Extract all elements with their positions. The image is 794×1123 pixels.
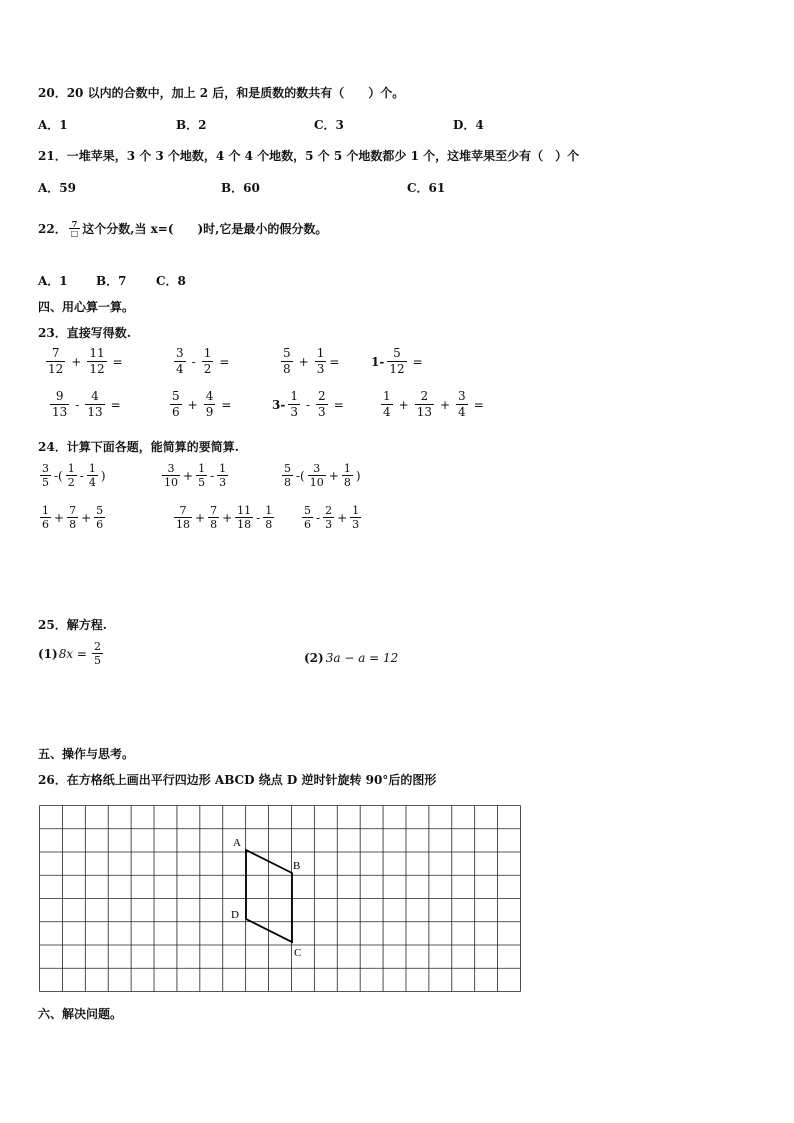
q23-title: 23．直接写得数.: [38, 326, 131, 340]
label-b: B: [293, 860, 301, 872]
q23-expr-6: $\frac{5}{6}$ + $\frac{4}{9}$ =: [172, 389, 232, 419]
q24-expr-5: $\frac{7}{18}$ + $\frac{7}{8}$ + $\frac{11}{18}$ - $\frac{1}{8}$: [176, 504, 273, 531]
q23-expr-7: 3- $\frac{1}{3}$ - $\frac{2}{3}$ =: [272, 389, 344, 419]
fraction: $\frac{7}{12}$: [48, 346, 64, 376]
q22-fraction: [69, 220, 81, 237]
q21-option-a: A．59: [38, 181, 77, 195]
q23-expr-3: $\frac{5}{8}$ + $\frac{1}{3}$ =: [283, 346, 340, 376]
q24-expr-2: $\frac{3}{10}$ + $\frac{1}{5}$ - $\frac{1}{3}$: [164, 462, 227, 489]
q22-frac-num: 7: [69, 220, 81, 229]
q24-expr-4: $\frac{1}{6}$ + $\frac{7}{8}$ + $\frac{5}{6}$: [42, 504, 104, 531]
section-4-heading: 四、用心算一算。: [38, 300, 135, 314]
label-d: D: [231, 909, 239, 921]
q22-line: [38, 220, 327, 237]
section-5-heading: 五、操作与思考。: [38, 747, 135, 761]
q23-expr-1: $\frac{7}{12}$ + $\frac{11}{12}$ =: [48, 346, 123, 376]
q25-equation-2: (2) 3a − a = 12: [304, 651, 399, 665]
q25-equation-1: (1) 8x = $\frac{2}{5}$: [38, 640, 101, 667]
q21-text: 21．一堆苹果，3 个 3 个地数，4 个 4 个地数，5 个 5 个地数都少 1 个，这堆苹果至少有（ ）个: [38, 149, 580, 163]
label-c: C: [294, 947, 302, 959]
q20-option-b: B．2: [176, 118, 207, 132]
q23-expr-4: 1- $\frac{5}{12}$ =: [371, 346, 423, 376]
q22-option-c: C．8: [156, 274, 186, 288]
section-6-heading: 六、解决问题。: [38, 1007, 123, 1021]
q20-option-c: C．3: [314, 118, 344, 132]
q22-option-a: A．1: [38, 274, 68, 288]
q25-title: 25．解方程.: [38, 618, 107, 632]
q21-option-b: B．60: [221, 181, 260, 195]
q24-title: 24．计算下面各题，能简算的要简算.: [38, 440, 239, 454]
q23-expr-2: $\frac{3}{4}$ - $\frac{1}{2}$ =: [176, 346, 230, 376]
q22-prefix: 22．: [38, 222, 67, 236]
q26-title: 26．在方格纸上画出平行四边形 ABCD 绕点 D 逆时针旋转 90°后的图形: [38, 773, 437, 787]
q23-expr-8: $\frac{1}{4}$ + $\frac{2}{13}$ + $\frac{3}{4}$ =: [383, 389, 484, 419]
label-a: A: [233, 837, 241, 849]
q24-expr-1: $\frac{3}{5}$ -( $\frac{1}{2}$ - $\frac{1}{4}$ ): [42, 462, 106, 489]
q20-option-a: A．1: [38, 118, 68, 132]
q20-option-d: D．4: [453, 118, 484, 132]
q22-frac-den: □: [70, 228, 79, 238]
q24-expr-3: $\frac{5}{8}$ -( $\frac{3}{10}$ + $\frac{1}{8}$ ): [284, 462, 361, 489]
q24-expr-6: $\frac{5}{6}$ - $\frac{2}{3}$ + $\frac{1}{3}$: [304, 504, 360, 531]
q22-option-b: B．7: [96, 274, 127, 288]
q22-text: 这个分数,当 x=( )时,它是最小的假分数。: [82, 222, 328, 236]
grid-paper: [38, 804, 522, 993]
parallelogram-abcd: [246, 850, 292, 942]
q23-expr-5: $\frac{9}{13}$ - $\frac{4}{13}$ =: [52, 389, 121, 419]
q21-option-c: C．61: [407, 181, 446, 195]
q20-text: 20．20 以内的合数中，加上 2 后，和是质数的数共有（ ）个。: [38, 86, 405, 100]
